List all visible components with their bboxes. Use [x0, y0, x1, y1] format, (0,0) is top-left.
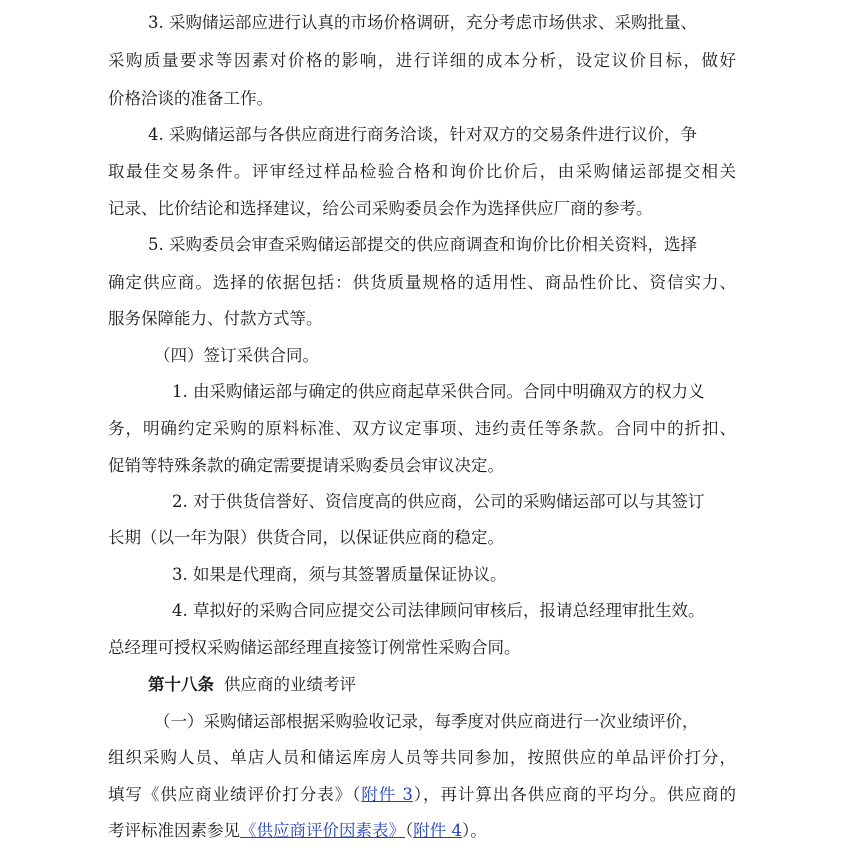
- paragraph-line: 3. 采购储运部应进行认真的市场价格调研，充分考虑市场供求、采购批量、: [148, 13, 697, 32]
- paragraph-line: 4. 草拟好的采购合同应提交公司法律顾问审核后，报请总经理审批生效。: [172, 601, 705, 620]
- paragraph-line: 确定供应商。选择的依据包括：供货质量规格的适用性、商品性价比、资信实力、: [108, 273, 736, 292]
- paragraph-line: 4. 采购储运部与各供应商进行商务洽谈，针对双方的交易条件进行议价，争: [148, 125, 697, 144]
- paragraph-line: 服务保障能力、付款方式等。: [108, 309, 323, 328]
- paragraph-line: 务，明确约定采购的原料标准、双方议定事项、违约责任等条款。合同中的折扣、: [108, 419, 736, 438]
- paragraph-line: 总经理可授权采购储运部经理直接签订例常性采购合同。: [108, 638, 521, 657]
- article-title: 供应商的业绩考评: [224, 675, 356, 694]
- paragraph-line: 3. 如果是代理商，须与其签署质量保证协议。: [172, 565, 507, 584]
- text-segment: ）。: [462, 821, 487, 840]
- article-number: 第十八条: [148, 675, 214, 694]
- text-segment: ），再计算出各供应商的平均分。供应商的: [412, 785, 737, 804]
- paragraph-line: 组织采购人员、单店人员和储运库房人员等共同参加，按照供应的单品评价打分，: [108, 748, 736, 767]
- paragraph-line: 2. 对于供货信誉好、资信度高的供应商，公司的采购储运部可以与其签订: [172, 492, 705, 511]
- text-segment: 考评标准因素参见: [108, 821, 240, 840]
- supplier-evaluation-factors-link[interactable]: 《供应商评价因素表》: [240, 821, 405, 840]
- paragraph-line: （一）采购储运部根据采购验收记录，每季度对供应商进行一次业绩评价，: [154, 712, 699, 731]
- text-segment: （: [405, 821, 414, 840]
- article-heading: [148, 667, 356, 703]
- paragraph-line: 取最佳交易条件。评审经过样品检验合格和询价比价后，由采购储运部提交相关: [108, 162, 736, 181]
- subsection-heading: （四）签订采供合同。: [154, 346, 319, 365]
- attachment-4-link[interactable]: 附件 4: [413, 821, 462, 840]
- attachment-3-link[interactable]: 附件 3: [361, 785, 413, 804]
- text-segment: 填写《供应商业绩评价打分表》（: [108, 785, 362, 804]
- paragraph-line-with-link: [108, 777, 736, 813]
- paragraph-line: 价格洽谈的准备工作。: [108, 89, 273, 108]
- paragraph-line: 5. 采购委员会审查采购储运部提交的供应商调查和询价比价相关资料，选择: [148, 235, 697, 254]
- paragraph-line: 长期（以一年为限）供货合同，以保证供应商的稳定。: [108, 528, 504, 547]
- paragraph-line: 记录、比价结论和选择建议，给公司采购委员会作为选择供应厂商的参考。: [108, 199, 653, 218]
- paragraph-line: 采购质量要求等因素对价格的影响，进行详细的成本分析，设定议价目标，做好: [108, 51, 736, 70]
- paragraph-line: 1. 由采购储运部与确定的供应商起草采供合同。合同中明确双方的权力义: [172, 382, 705, 401]
- paragraph-line: 促销等特殊条款的确定需要提请采购委员会审议决定。: [108, 456, 504, 475]
- paragraph-line-with-links: [108, 813, 487, 849]
